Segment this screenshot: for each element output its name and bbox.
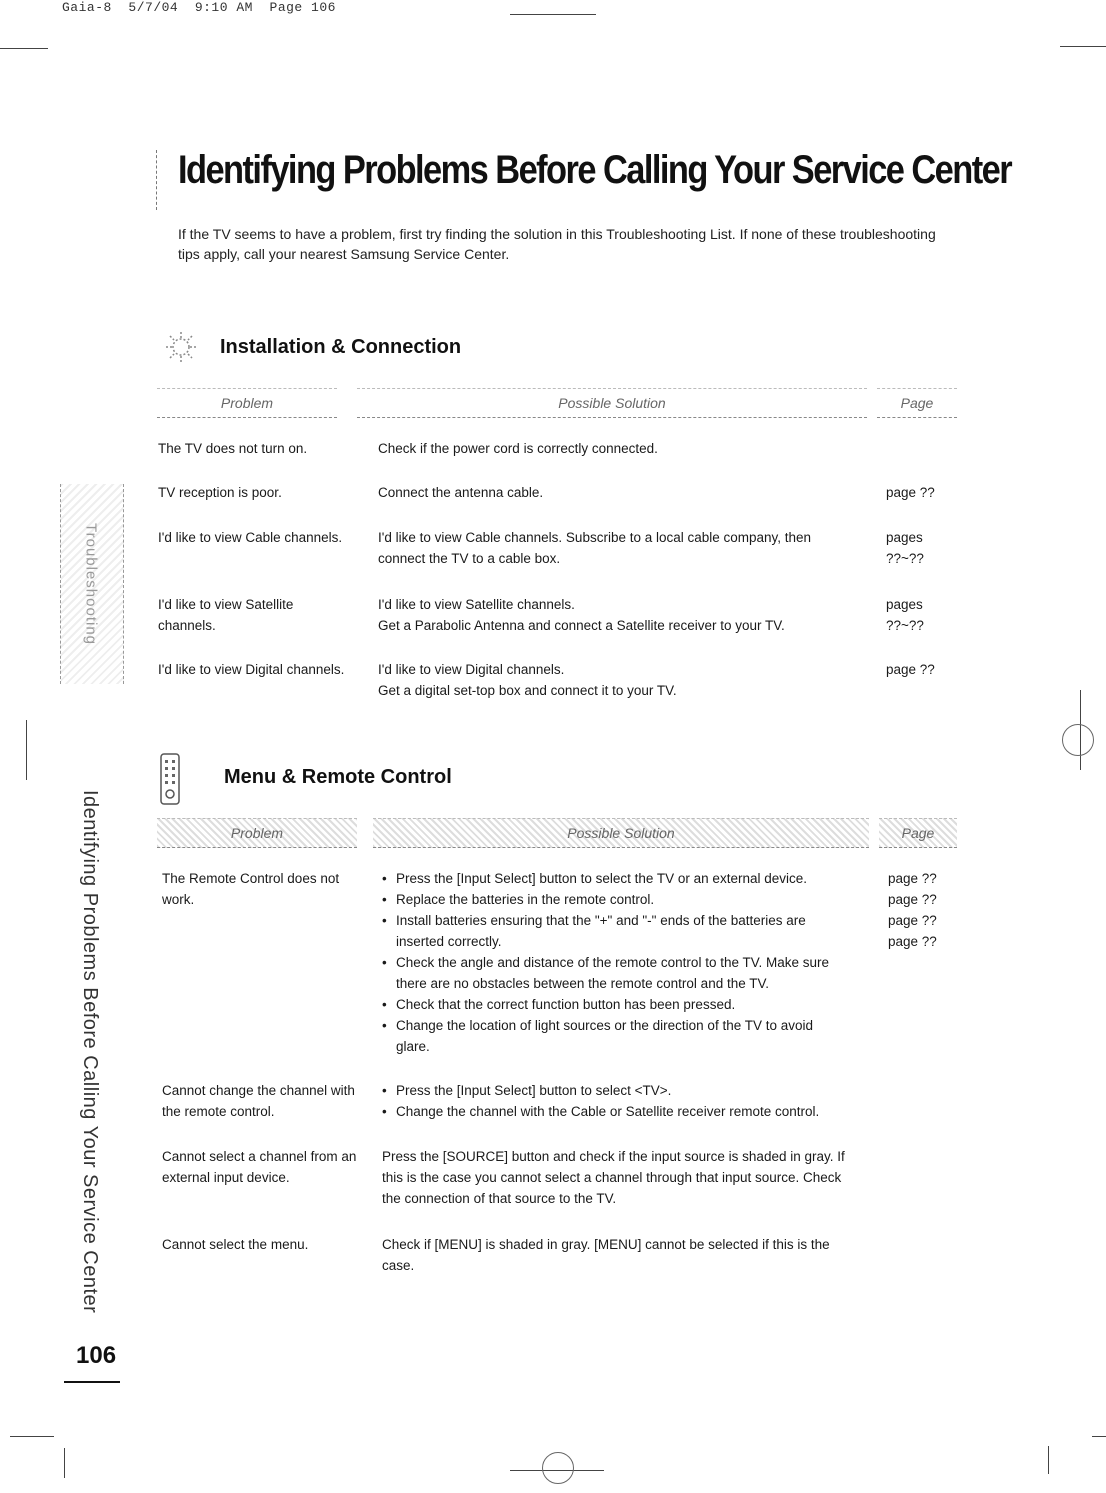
side-running-title: Identifying Problems Before Calling Your Service Center bbox=[79, 790, 101, 1314]
page-ref-line: pages bbox=[886, 530, 923, 545]
column-header-page: Page bbox=[879, 818, 957, 848]
column-header-solution: Possible Solution bbox=[357, 388, 867, 418]
solution-text: Connect the antenna cable. bbox=[378, 485, 544, 500]
page-ref: page ?? bbox=[886, 662, 935, 677]
problem-text: I'd like to view Digital channels. bbox=[158, 662, 345, 677]
solution-block bbox=[378, 594, 858, 636]
problem-text: I'd like to view Cable channels. bbox=[158, 530, 343, 545]
solution-bullet: • Check that the correct function button has been pressed. bbox=[380, 994, 842, 1015]
page-ref bbox=[886, 594, 956, 636]
solution-bullet: • Replace the batteries in the remote control. bbox=[380, 889, 842, 910]
page-number: 106 bbox=[76, 1342, 117, 1369]
column-header-problem: Problem bbox=[157, 388, 337, 418]
registration-mark bbox=[1062, 724, 1094, 756]
solution-text: Press the [SOURCE] button and check if the input source is shaded in gray. If this is the case you cannot select a channel through that input source. Check the connection of that source to the TV. bbox=[382, 1149, 845, 1206]
crop-mark bbox=[64, 1448, 65, 1478]
solution-line: I'd like to view Satellite channels. bbox=[378, 597, 575, 612]
solution-bullet: • Press the [Input Select] button to select the TV or an external device. bbox=[380, 868, 842, 889]
page-number-rule bbox=[64, 1381, 120, 1383]
page-ref-line: page ?? bbox=[888, 871, 937, 886]
side-tab-label: Troubleshooting bbox=[82, 522, 100, 645]
solution-bullet: • Press the [Input Select] button to select <TV>. bbox=[380, 1080, 850, 1101]
crop-mark bbox=[26, 720, 27, 780]
column-header-solution: Possible Solution bbox=[373, 818, 869, 848]
solution-block bbox=[378, 659, 858, 701]
page-title: Identifying Problems Before Calling Your Service Center bbox=[178, 148, 1012, 192]
problem-text: The TV does not turn on. bbox=[158, 441, 308, 456]
crop-mark bbox=[1092, 1436, 1106, 1437]
column-header-problem: Problem bbox=[157, 818, 357, 848]
solution-bullet-list bbox=[380, 868, 842, 1057]
solution-bullet: • Change the location of light sources or the direction of the TV to avoid glare. bbox=[380, 1015, 842, 1057]
print-slug: Gaia-8 5/7/04 9:10 AM Page 106 bbox=[62, 0, 336, 15]
crop-mark bbox=[510, 14, 596, 15]
problem-text: I'd like to view Satellite channels. bbox=[158, 597, 294, 633]
problem-text: Cannot select the menu. bbox=[162, 1237, 309, 1252]
side-tab-label-wrap bbox=[60, 484, 122, 684]
title-marker bbox=[156, 150, 159, 210]
column-header-page: Page bbox=[877, 388, 957, 418]
page-ref-line: ??~?? bbox=[886, 618, 924, 633]
table-header-installation bbox=[157, 388, 957, 418]
solution-text: Check if the power cord is correctly connected. bbox=[378, 441, 658, 456]
page-ref bbox=[886, 527, 956, 569]
solution-line: Get a Parabolic Antenna and connect a Satellite receiver to your TV. bbox=[378, 618, 785, 633]
solution-text: Check if [MENU] is shaded in gray. [MENU] cannot be selected if this is the case. bbox=[382, 1237, 830, 1273]
problem-text: Cannot select a channel from an external input device. bbox=[162, 1149, 357, 1185]
solution-text: I'd like to view Cable channels. Subscribe to a local cable company, then connect the TV to a cable box. bbox=[378, 530, 812, 566]
solution-bullet-list bbox=[380, 1080, 850, 1122]
problem-text: Cannot change the channel with the remote control. bbox=[162, 1083, 355, 1119]
remote-control-icon bbox=[158, 752, 182, 811]
problem-text: TV reception is poor. bbox=[158, 485, 282, 500]
crop-mark bbox=[10, 1436, 54, 1437]
page-ref-line: page ?? bbox=[888, 934, 937, 949]
crop-mark bbox=[0, 48, 48, 49]
page-ref-line: page ?? bbox=[888, 892, 937, 907]
registration-mark bbox=[542, 1452, 574, 1484]
section-heading-installation: Installation & Connection bbox=[220, 336, 462, 358]
page-ref-line: ??~?? bbox=[886, 551, 924, 566]
installation-icon bbox=[162, 328, 200, 371]
solution-line: Get a digital set-top box and connect it to your TV. bbox=[378, 683, 677, 698]
problem-text: The Remote Control does not work. bbox=[162, 871, 340, 907]
solution-bullet: • Change the channel with the Cable or Satellite receiver remote control. bbox=[380, 1101, 850, 1122]
crop-mark bbox=[1048, 1446, 1049, 1474]
table-header-menu-remote bbox=[157, 818, 957, 848]
crop-mark bbox=[1060, 46, 1106, 47]
solution-bullet: • Install batteries ensuring that the "+" and "-" ends of the batteries are inserted correctly. bbox=[380, 910, 842, 952]
page-ref-line: pages bbox=[886, 597, 923, 612]
page-ref bbox=[888, 868, 958, 952]
page-ref-line: page ?? bbox=[888, 913, 937, 928]
solution-bullet: • Check the angle and distance of the remote control to the TV. Make sure there are no obstacles between the remote control and the TV. bbox=[380, 952, 842, 994]
solution-line: I'd like to view Digital channels. bbox=[378, 662, 565, 677]
section-heading-menu-remote: Menu & Remote Control bbox=[224, 766, 452, 788]
page-ref: page ?? bbox=[886, 485, 935, 500]
intro-paragraph: If the TV seems to have a problem, first try finding the solution in this Troubleshooting List. If none of these troubleshooting tips apply, call your nearest Samsung Service Center. bbox=[178, 226, 936, 262]
